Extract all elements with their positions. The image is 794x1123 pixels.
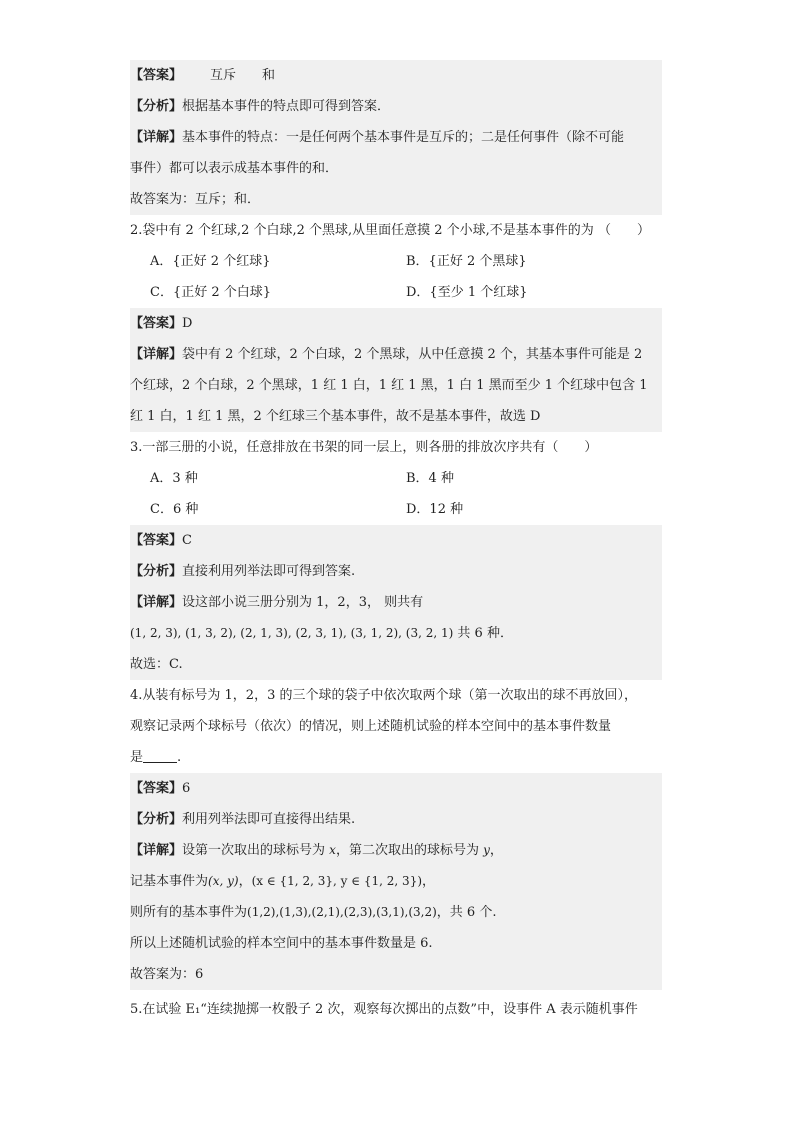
q3-conclusion: 故选：C.: [130, 649, 662, 680]
q1-analysis: [130, 91, 662, 122]
q2-option-a: A．{正好 2 个红球}: [150, 254, 271, 269]
q4-stem-text: 是: [130, 750, 144, 765]
analysis-label: 【分析】: [130, 812, 183, 827]
answer-text: C: [182, 533, 192, 548]
detail-label: 【详解】: [130, 595, 183, 610]
analysis-label: 【分析】: [130, 99, 183, 114]
q4-stem-3: [130, 742, 662, 773]
variable-x: x: [329, 843, 336, 857]
answer-label: 【答案】: [130, 68, 183, 83]
q4-answer: [130, 773, 662, 804]
q3-option-b: B．4 种: [406, 471, 454, 486]
detail-text-a: 设第一次取出的球标号为: [182, 843, 330, 858]
q3-answer: [130, 525, 662, 556]
q4-conclusion: 故答案为：6: [130, 959, 662, 990]
document-page: [130, 60, 662, 1025]
q2-stem: 2.袋中有 2 个红球,2 个白球,2 个黑球,从里面任意摸 2 个小球,不是基本事件的为 （ ）: [130, 223, 650, 238]
q4-stem-1: 4.从装有标号为 1，2，3 的三个球的袋子中依次取两个球（第一次取出的球不再放回），: [130, 688, 637, 703]
q4-detail-3: [130, 897, 662, 928]
q1-conclusion: 故答案为：互斥；和．: [130, 184, 662, 215]
detail-text: 设这部小说三册分别为 1，2，3， 则共有: [182, 595, 424, 610]
analysis-text: 直接利用列举法即可得到答案.: [182, 564, 356, 579]
answer-label: 【答案】: [130, 316, 183, 331]
q1-detail-2: 事件）都可以表示成基本事件的和．: [130, 153, 662, 184]
domain-condition: (x ∈ {1, 2, 3}, y ∈ {1, 2, 3}): [251, 874, 423, 888]
q3-stem: 3.一部三册的小说，任意排放在书架的同一层上，则各册的排放次序共有（ ）: [130, 440, 598, 455]
event-list: (1,2),(1,3),(2,1),(2,3),(3,1),(3,2): [247, 905, 437, 919]
record-text-c: ，: [422, 874, 436, 889]
analysis-text: 根据基本事件的特点即可得到答案．: [182, 99, 391, 114]
q2-detail-2: 个红球，2 个白球，2 个黑球，1 红 1 白，1 红 1 黑，1 白 1 黑而至少 1 个红球中包含 1: [130, 370, 662, 401]
q2-option-b: B．{正好 2 个黑球}: [406, 254, 527, 269]
answer-label: 【答案】: [130, 781, 183, 796]
variable-y: y: [483, 843, 490, 857]
q2-option-c: C．{正好 2 个白球}: [150, 285, 272, 300]
q2-options-row-2: [130, 277, 662, 308]
all-text-b: ，共 6 个.: [436, 905, 497, 920]
answer-text: 互斥 和: [210, 68, 276, 83]
q2-option-d: D．{至少 1 个红球}: [406, 285, 528, 300]
answer-text: 6: [182, 781, 191, 796]
detail-label: 【详解】: [130, 130, 183, 145]
q3-detail-1: [130, 587, 662, 618]
record-text-b: ，: [238, 874, 252, 889]
detail-text-b: ，第二次取出的球标号为: [335, 843, 484, 858]
pair-notation: (x, y): [208, 874, 239, 888]
answer-blank: [143, 748, 177, 763]
q3-detail-2: [130, 618, 662, 649]
q3-option-a: A．3 种: [150, 471, 198, 486]
q1-answer: [130, 60, 662, 91]
q3-option-c: C．6 种: [150, 502, 199, 517]
record-text-a: 记基本事件为: [130, 874, 209, 889]
answer-label: 【答案】: [130, 533, 183, 548]
permutation-suffix: 共 6 种．: [453, 626, 513, 641]
analysis-text: 利用列举法即可直接得出结果.: [182, 812, 356, 827]
detail-text-c: ，: [489, 843, 503, 858]
answer-text: D: [182, 316, 193, 331]
q2-options-row-1: [130, 246, 662, 277]
q4-detail-1: [130, 835, 662, 866]
analysis-label: 【分析】: [130, 564, 183, 579]
q4-stem-2: 观察记录两个球标号（依次）的情况，则上述随机试验的样本空间中的基本事件数量: [130, 719, 612, 734]
q3-options-row-1: [130, 463, 662, 494]
detail-text: 基本事件的特点：一是任何两个基本事件是互斥的；二是任何事件（除不可能: [182, 130, 625, 145]
q4-summary: 所以上述随机试验的样本空间中的基本事件数量是 6.: [130, 928, 662, 959]
q2-answer: [130, 308, 662, 339]
detail-text: 袋中有 2 个红球，2 个白球，2 个黑球，从中任意摸 2 个，其基本事件可能是 2: [182, 347, 643, 362]
q3-option-d: D．12 种: [406, 502, 464, 517]
q4-stem-end: .: [177, 750, 182, 765]
q4-analysis: [130, 804, 662, 835]
q2-detail-1: [130, 339, 662, 370]
detail-label: 【详解】: [130, 843, 183, 858]
q2-detail-3: 红 1 白，1 红 1 黑，2 个红球三个基本事件，故不是基本事件，故选 D: [130, 401, 662, 432]
q1-detail-1: [130, 122, 662, 153]
detail-label: 【详解】: [130, 347, 183, 362]
all-text-a: 则所有的基本事件为: [130, 905, 248, 920]
permutation-list: (1, 2, 3), (1, 3, 2), (2, 1, 3), (2, 3, 1), (3, 1, 2), (3, 2, 1): [130, 626, 454, 640]
q5-stem: 5.在试验 E₁“连续抛掷一枚骰子 2 次，观察每次掷出的点数”中，设事件 A 表示随机事件: [130, 1002, 638, 1017]
q3-analysis: [130, 556, 662, 587]
q3-options-row-2: [130, 494, 662, 525]
q4-detail-2: [130, 866, 662, 897]
